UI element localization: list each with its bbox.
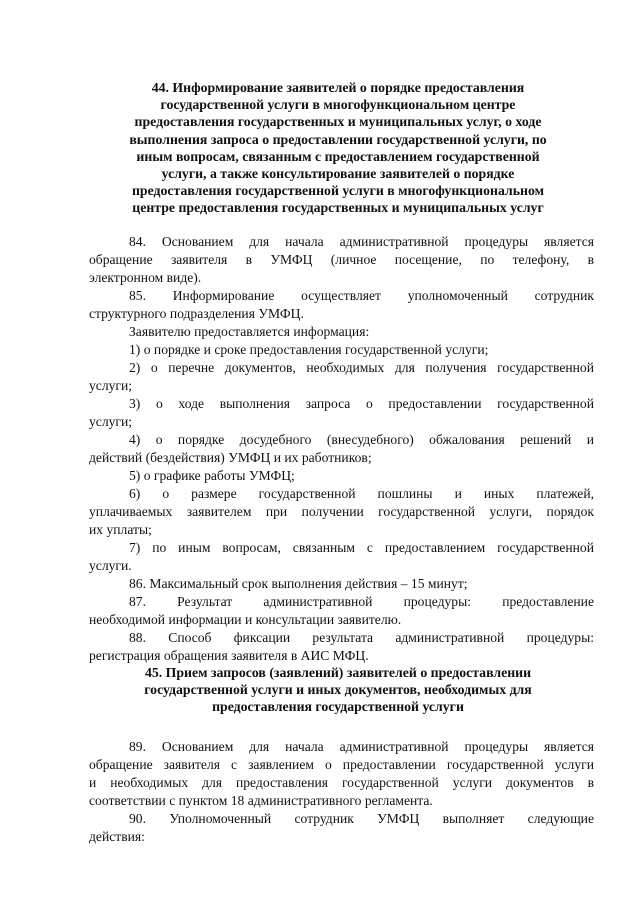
paragraph-line: обращение заявителя с заявлением о предоставлении государственной услуги	[89, 757, 594, 772]
paragraph-line: 86. Максимальный срок выполнения действия – 15 минут;	[129, 576, 468, 591]
paragraph-line: действий (бездействия) УМФЦ и их работников;	[89, 450, 372, 465]
heading-line: выполнения запроса о предоставлении государственной услуги, по	[129, 131, 547, 147]
paragraph	[89, 629, 594, 665]
paragraph	[89, 593, 594, 629]
paragraph-line: 6) о размере государственной пошлины и иных платежей,	[129, 486, 594, 501]
paragraph	[89, 431, 594, 467]
heading-line: государственной услуги и иных документов, необходимых для	[144, 682, 532, 698]
paragraph	[89, 738, 594, 810]
paragraph-line: их уплаты;	[89, 522, 152, 537]
paragraph	[89, 395, 594, 431]
paragraph-line: 87. Результат административной процедуры: предоставление	[129, 594, 594, 609]
paragraph-line: и необходимых для предоставления государственной услуги документов в	[89, 775, 594, 790]
heading-line: предоставления государственной услуги	[212, 699, 464, 715]
paragraph-line: 4) о порядке досудебного (внесудебного) обжалования решений и	[129, 432, 594, 447]
paragraph-line: действия:	[89, 829, 145, 844]
paragraph-line: соответствии с пунктом 18 административного регламента.	[89, 793, 433, 808]
paragraph-line: Заявителю предоставляется информация:	[129, 324, 370, 339]
paragraph-line: 85. Информирование осуществляет уполномоченный сотрудник	[129, 288, 594, 303]
paragraph	[89, 287, 594, 323]
section-44-body	[89, 233, 594, 665]
paragraph-line: уплачиваемых заявителем при получении государственной услуги, порядок	[89, 504, 594, 519]
paragraph-line: услуги.	[89, 558, 132, 573]
paragraph-line: 7) по иным вопросам, связанным с предоставлением государственной	[129, 540, 594, 555]
heading-line: предоставления государственных и муниципальных услуг, о ходе	[134, 114, 542, 130]
paragraph	[89, 485, 594, 539]
paragraph-line: 5) о графике работы УМФЦ;	[129, 468, 295, 483]
paragraph-line: 84. Основанием для начала административной процедуры является	[129, 234, 594, 249]
section-44-heading	[100, 79, 576, 217]
heading-line: иным вопросам, связанным с предоставлением государственной	[136, 148, 540, 164]
paragraph-line: 89. Основанием для начала административной процедуры является	[129, 739, 594, 754]
section-45-body	[89, 738, 594, 846]
paragraph	[89, 233, 594, 287]
paragraph	[89, 323, 594, 341]
paragraph	[89, 467, 594, 485]
paragraph-line: услуги;	[89, 414, 133, 429]
paragraph	[89, 810, 594, 846]
paragraph-line: 2) о перечне документов, необходимых для получения государственной	[129, 360, 594, 375]
paragraph	[89, 575, 594, 593]
paragraph-line: 3) о ходе выполнения запроса о предоставлении государственной	[129, 396, 594, 411]
paragraph	[89, 341, 594, 359]
heading-line: 44. Информирование заявителей о порядке предоставления	[151, 80, 525, 95]
heading-line: предоставления государственной услуги в многофункциональном	[131, 183, 545, 199]
paragraph-line: структурного подразделения УМФЦ.	[89, 306, 304, 321]
paragraph-line: электронном виде).	[89, 270, 202, 285]
paragraph	[89, 359, 594, 395]
heading-line: 45. Прием запросов (заявлений) заявителей о предоставлении	[144, 665, 532, 680]
paragraph-line: 1) о порядке и сроке предоставления государственной услуги;	[129, 342, 489, 357]
heading-line: государственной услуги в многофункциональном центре	[160, 97, 516, 113]
heading-line: услуги, а также консультирование заявителей о порядке	[161, 166, 515, 182]
paragraph	[89, 539, 594, 575]
paragraph-line: услуги;	[89, 378, 133, 393]
paragraph-line: необходимой информации и консультации заявителю.	[89, 612, 402, 627]
heading-line: центре предоставления государственных и муниципальных услуг	[132, 200, 544, 216]
paragraph-line: 90. Уполномоченный сотрудник УМФЦ выполняет следующие	[129, 811, 594, 826]
paragraph-line: обращение заявителя в УМФЦ (личное посещение, по телефону, в	[89, 252, 594, 267]
paragraph-line: 88. Способ фиксации результата административной процедуры:	[129, 630, 594, 645]
section-45-heading	[100, 664, 576, 716]
paragraph-line: регистрация обращения заявителя в АИС МФЦ.	[89, 648, 369, 663]
